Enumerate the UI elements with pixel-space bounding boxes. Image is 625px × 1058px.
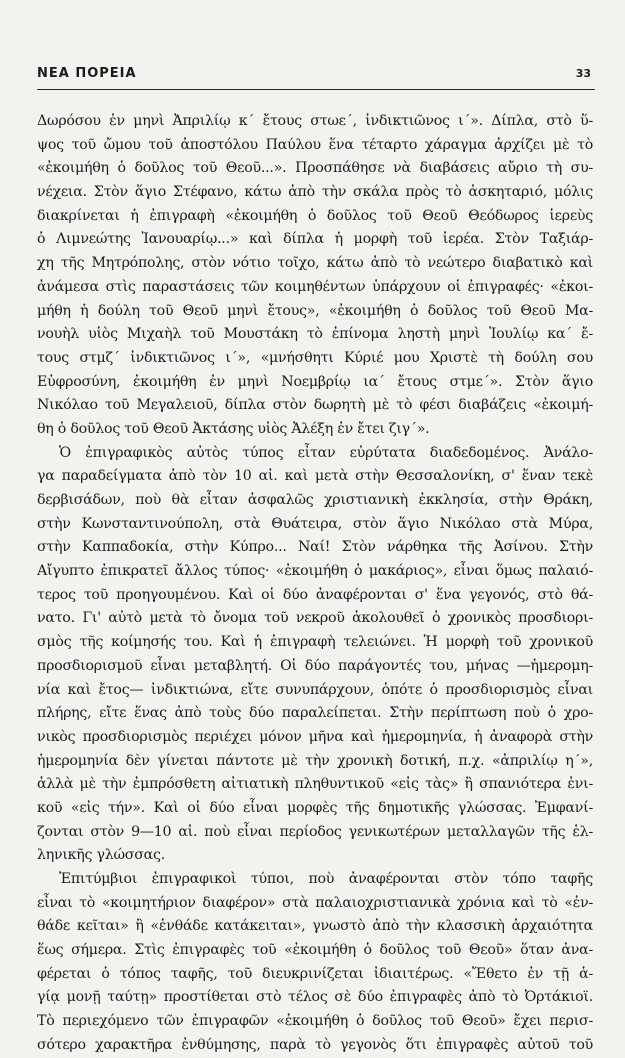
text-line: Ἐπιτύμβιοι ἐπιγραφικοὶ τύποι, ποὺ ἀναφέρονται στὸν τόπο ταφῆς: [59, 871, 593, 887]
text-line: ἀλλὰ μὲ τὴν ἐμπρόσθετη αἰτιατικὴ πληθυντικοῦ «εἰς τὰς» ἢ σπανιότερα ἑνι-: [37, 776, 593, 793]
text-line: νία καὶ ἔτος— ἰνδικτιώνα, εἴτε συνυπάρχουν, ὁπότε ὁ προσδιορισμὸς εἶναι: [37, 681, 593, 698]
text-line: Αἴγυπτο ἐπικρατεῖ ἄλλος τύπος· «ἐκοιμήθη ὁ μακάριος», εἶναι ὅμως παλαιό-: [37, 563, 593, 580]
page-number: 33: [575, 67, 591, 80]
text-line: διακρίνεται ἡ ἐπιγραφὴ «ἐκοιμήθη ὁ δοῦλος τοῦ Θεοῦ Θεόδωρος ἱερεὺς: [37, 207, 593, 224]
text-line: νέχεια. Στὸν ἅγιο Στέφανο, κάτω ἀπὸ τὴν σκάλα πρὸς τὸ ἀσκηταριό, μόλις: [37, 184, 593, 201]
text-line: νατο. Γι' αὐτὸ μετὰ τὸ ὄνομα τοῦ νεκροῦ ἀκολουθεῖ ὁ χρονικὸς προσδιορι-: [37, 610, 593, 627]
text-line: νικὸς προσδιορισμὸς περιέχει μόνον μῆνα καὶ ἡμερομηνία, ἡ ἀναφορὰ στὴν: [37, 728, 593, 745]
text-line: ἀνάμεσα στὶς παραστάσεις τῶν κοιμηθέντων ὑπάρχουν οἱ ἐπιγραφές· «ἐκοι-: [37, 278, 593, 295]
text-line: Τὸ περιεχόμενο τῶν ἐπιγραφῶν «ἐκοιμήθη ὁ δοῦλος τοῦ Θεοῦ» ἔχει περισ-: [37, 1013, 593, 1030]
running-head: [37, 66, 595, 88]
text-line: δερβισάδων, ποὺ θὰ εἶταν ἀσφαλῶς χριστιανικὴ ἐκκλησία, στὴν Θράκη,: [37, 492, 593, 508]
text-line: Νικόλαο τοῦ Μεγαλειοῦ, δίπλα στὸν δωρητὴ μὲ τὸ φέσι διαβάζεις «ἐκοιμή-: [37, 397, 593, 414]
text-line: νουὴλ υἱὸς Μιχαὴλ τοῦ Μουστάκη τὸ ἐπίνομα ληστὴ μηνὶ Ἰουλίῳ κα΄ ἔ-: [37, 326, 593, 343]
journal-title: ΝΕΑ ΠΟΡΕΙΑ: [37, 66, 137, 81]
text-line: θάδε κεῖται» ἢ «ἐνθάδε κατάκειται», γνωστὸ ἀπὸ τὴν κλασσικὴ ἀρχαιότητα: [37, 918, 593, 935]
text-line: «ἐκοιμήθη ὁ δοῦλος τοῦ Θεοῦ...». Προσπάθησε νὰ διαβάσεις αὔριο τὴ συ-: [37, 160, 593, 177]
text-line: ζονται στὸν 9—10 αἰ. ποὺ εἶναι περίοδος γενικωτέρων μεταλλαγῶν τῆς ἑλ-: [37, 823, 593, 840]
text-line: Ὁ ἐπιγραφικὸς αὐτὸς τύπος εἶταν εὐρύτατα διαδεδομένος. Ἀνάλο-: [59, 444, 593, 461]
text-line: ὁ Λιμνεώτης Ἰανουαρίῳ...» καὶ δίπλα ἡ μορφὴ τοῦ ἱερέα. Στὸν Ταξιάρ-: [37, 231, 593, 248]
text-line: φέρεται ὁ τόπος ταφῆς, τοῦ διευκρινίζεται ἰδιαιτέρως. «Ἔθετο ἐν τῇ ἁ-: [37, 965, 593, 982]
text-line: χη τῆς Μητρόπολης, στὸν νότιο τοῖχο, κάτω ἀπὸ τὸ νεώτερο διαβατικὸ καὶ: [37, 255, 593, 272]
text-line: σμὸς τῆς κοίμησής του. Καὶ ἡ ἐπιγραφὴ τελειώνει. Ἡ μορφὴ τοῦ χρονικοῦ: [37, 634, 593, 651]
text-line: Δωρόσου ἐν μηνὶ Ἀπριλίῳ κ΄ ἔτους στωε΄, ἰνδικτιῶνος ι΄». Δίπλα, στὸ ὕ-: [37, 113, 593, 129]
text-line: προσδιορισμοῦ εἶναι μεταβλητή. Οἱ δύο παράγοντές του, μήνας —ἡμερομη-: [37, 657, 593, 674]
text-line: κοῦ «εἰς τήν». Καὶ οἱ δύο εἶναι μορφὲς τῆς δημοτικῆς γλώσσας. Ἐμφανί-: [37, 799, 593, 816]
text-line: στὴν Καππαδοκία, στὴν Κύπρο... Ναί! Στὸν νάρθηκα τῆς Ἀσίνου. Στὴν: [37, 539, 593, 556]
text-line: θη ὁ δοῦλος τοῦ Θεοῦ Ἀκτάσης υἱὸς Ἀλέξη ἐν ἔτει ζιγ΄».: [37, 420, 430, 437]
text-line: ἡμερομηνία δὲν γίνεται πάντοτε μὲ τὴν χρονικὴ δοτική, π.χ. «ἀπριλίῳ η΄»,: [37, 752, 593, 769]
text-line: γίᾳ μονῇ ταύτῃ» προστίθεται στὸ τέλος σὲ δύο ἐπιγραφὲς ἀπὸ τὸ Ὀρτάκιοϊ.: [37, 989, 593, 1006]
header-rule: [37, 89, 595, 90]
text-line: πλήρης, εἴτε ἕνας ἀπὸ τοὺς δύο παραλείπεται. Στὴν περίπτωση ποὺ ὁ χρο-: [37, 705, 593, 722]
text-line: στὴν Κωνσταντινούπολη, στὰ Θυάτειρα, στὸν ἅγιο Νικόλαο στὰ Μύρα,: [37, 515, 593, 532]
text-line: τους στμζ΄ ἰνδικτιῶνος ι΄», «μνήσθητι Κύριέ μου Χριστὲ τὴ δούλη σου: [37, 349, 593, 366]
text-line: μήθη ἡ δούλη τοῦ Θεοῦ μηνὶ ἔτους», «ἐκοιμήθη ὁ δοῦλος τοῦ Θεοῦ Μα-: [37, 302, 593, 319]
body-text: [37, 110, 593, 1058]
text-line: ἕως σήμερα. Στὶς ἐπιγραφὲς τοῦ «ἐκοιμήθη ὁ δοῦλος τοῦ Θεοῦ» ὅταν ἀνα-: [37, 942, 593, 959]
text-line: γα παραδείγματα ἀπὸ τὸν 10 αἰ. καὶ μετὰ στὴν Θεσσαλονίκη, σ' ἕναν τεκὲ: [37, 468, 593, 485]
text-line: ψος τοῦ ὤμου τοῦ ἀποστόλου Παύλου ἕνα τέταρτο χάραγμα ἀρχίζει μὲ τὸ: [37, 136, 593, 153]
text-line: ληνικῆς γλώσσας.: [37, 847, 165, 864]
text-line: σότερο χαρακτῆρα ἐνθύμησης, παρὰ τὸ γεγονὸς ὅτι ἐπιγραφὲς αὐτοῦ τοῦ: [37, 1036, 593, 1053]
text-line: Εὐφροσύνη, ἐκοιμήθη ἐν μηνὶ Νοεμβρίῳ ια΄ ἔτους στμε΄». Στὸν ἅγιο: [37, 373, 593, 390]
text-line: εἶναι τὸ «κοιμητήριον διαφέρον» στὰ παλαιοχριστιανικὰ χρόνια καὶ τὸ «ἐν-: [37, 894, 593, 911]
text-line: τερος τοῦ προηγουμένου. Καὶ οἱ δύο ἀναφέρονται σ' ἕνα γεγονός, στὸ θά-: [37, 586, 593, 603]
